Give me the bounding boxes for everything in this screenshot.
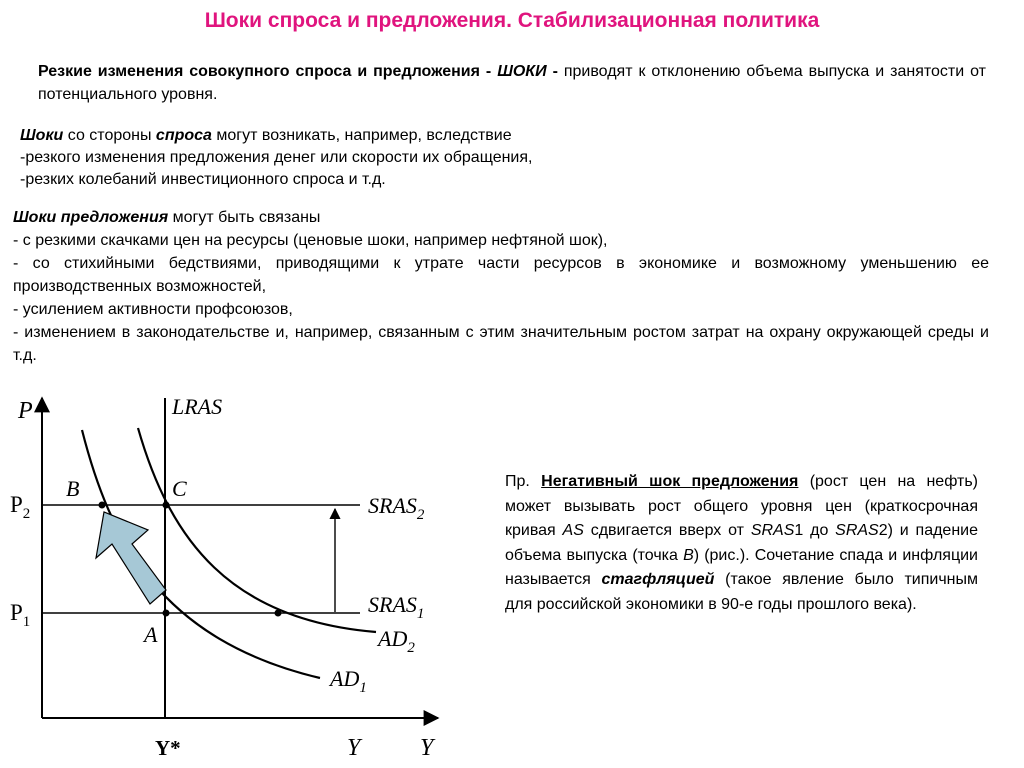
supply-item: - с резкими скачками цен на ресурсы (ценовые шоки, например нефтяной шок), <box>13 232 608 249</box>
example-part1: (рост цен на нефть) может вызывать рост общего уровня цен (краткосрочная кривая <box>505 473 978 539</box>
point-c-dot <box>163 502 170 509</box>
point-c-label: C <box>172 476 187 501</box>
y-mid-label: Y <box>347 735 361 761</box>
sras2-label: $SRAS_2$ <box>368 493 425 523</box>
demand-text-b: могут возникать, например, вследствие <box>211 127 512 144</box>
point-ad2-dot <box>275 610 282 617</box>
shocks-term: ШОКИ <box>497 63 547 80</box>
demand-shocks-word: Шоки <box>20 127 64 144</box>
demand-text-a: со стороны <box>63 127 156 144</box>
supply-item: - изменением в законодательстве и, например, связанным с этим значительным ростом затрат на охрану окружающей среды и т.д. <box>13 324 989 364</box>
as-ad-diagram <box>0 385 460 768</box>
example-part3: ) (рис.). Сочетание спада и инфляции называется <box>505 546 978 588</box>
demand-item: -резкого изменения предложения денег или скорости их обращения, <box>20 149 533 166</box>
example-paragraph <box>505 470 978 617</box>
example-n1: 1 до <box>794 522 836 539</box>
supply-item: - со стихийными бедствиями, приводящими к утрате части ресурсов в экономике и возможному уменьшению ее производственных возможностей, <box>13 255 989 295</box>
example-n2: 2) и падение объема выпуска (точка <box>505 522 978 564</box>
sras1-label: $SRAS_1$ <box>368 592 425 622</box>
intro-dash: - <box>546 63 564 80</box>
example-prefix: Пр. <box>505 473 542 490</box>
ad2-curve <box>138 428 376 632</box>
intro-paragraph <box>38 60 986 106</box>
stagflation-term: стагфляцией <box>601 571 715 588</box>
p1-label: $P_1$ <box>10 600 31 630</box>
p2-label: $P_2$ <box>10 492 31 522</box>
intro-bold: Резкие изменения совокупного спроса и предложения - <box>38 63 498 80</box>
supply-shocks-block <box>13 206 989 367</box>
example-part2: сдвигается вверх от <box>583 522 751 539</box>
example-part4: (такое явление было типичным для российской экономики в 90-е годы прошлого века). <box>505 571 979 613</box>
y-star-label: Y* <box>155 736 181 760</box>
movement-arrow <box>96 512 166 604</box>
demand-item: -резких колебаний инвестиционного спроса и т.д. <box>20 171 386 188</box>
example-as: AS <box>562 522 584 539</box>
example-sras: SRAS <box>750 522 795 539</box>
y-axis-label: Y <box>420 735 434 761</box>
example-b: B <box>683 546 694 564</box>
demand-shocks-block <box>20 125 660 191</box>
page-title: Шоки спроса и предложения. Стабилизационная политика <box>204 9 820 32</box>
p-axis-label: P <box>18 398 33 424</box>
supply-shocks-heading: Шоки предложения <box>13 209 169 226</box>
demand-word: спроса <box>155 127 212 144</box>
ad2-label: $AD_2$ <box>378 626 415 656</box>
lras-label: LRAS <box>172 394 223 419</box>
point-b-label: B <box>66 476 80 501</box>
supply-item: - усилением активности профсоюзов, <box>13 301 293 318</box>
ad1-label: $AD_1$ <box>330 666 367 696</box>
supply-heading-rest: могут быть связаны <box>168 209 321 226</box>
example-sras2: SRAS <box>835 522 879 539</box>
point-a-label: A <box>144 622 158 647</box>
point-b-dot <box>99 502 106 509</box>
example-underlined: Негативный шок предложения <box>541 473 799 490</box>
intro-rest: приводят к отклонению объема выпуска и занятости от потенциального уровня. <box>38 63 986 103</box>
point-a-dot <box>163 610 170 617</box>
